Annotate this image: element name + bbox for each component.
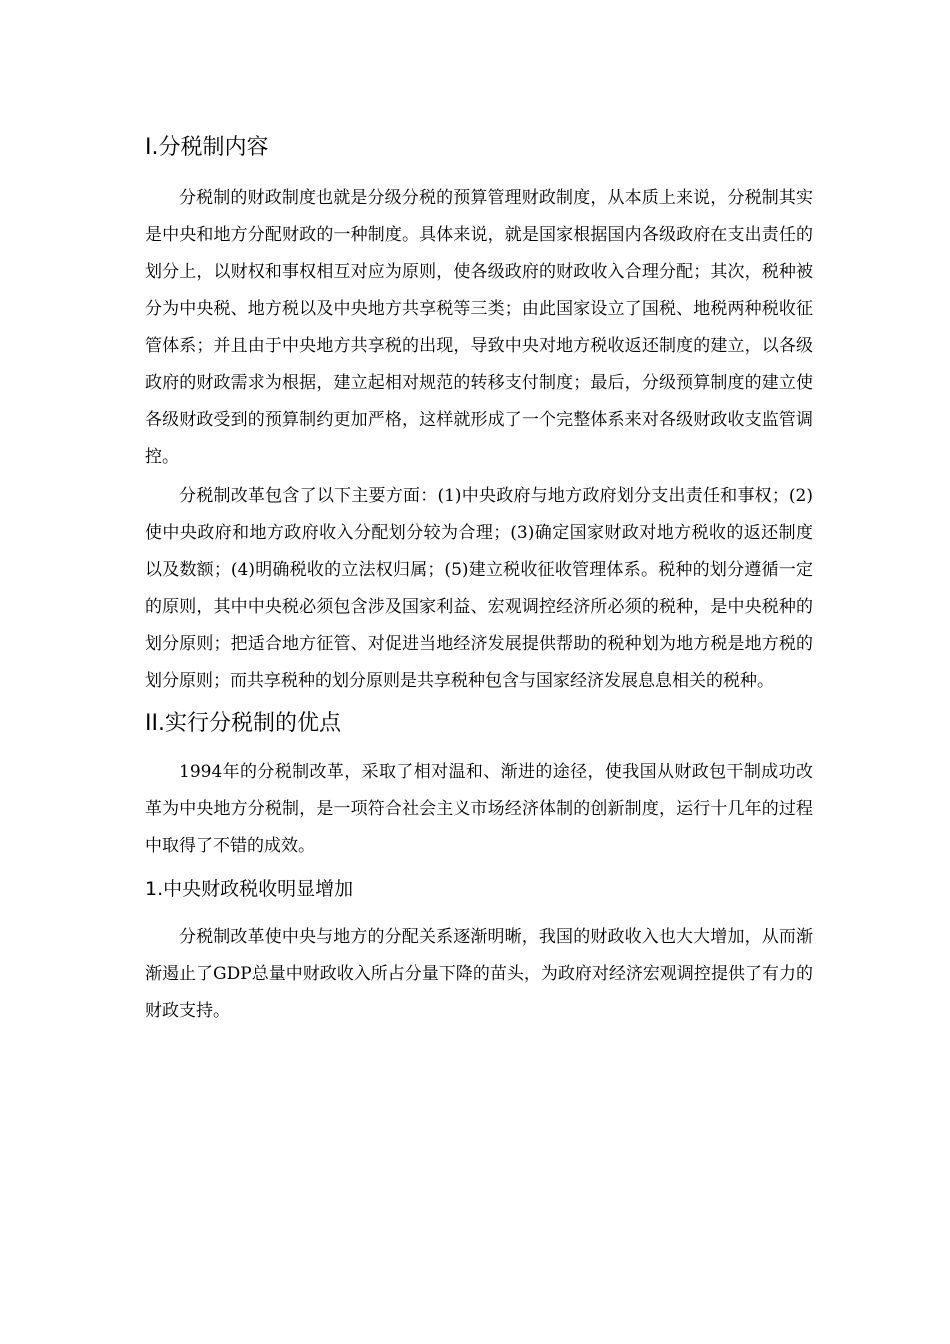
paragraph-central-revenue-increase: 分税制改革使中央与地方的分配关系逐渐明晰，我国的财政收入也大大增加，从而渐渐遏止了GDP总量中财政收入所占分量下降的苗头，为政府对经济宏观调控提供了有力的财政支持。 [145, 927, 813, 1021]
paragraph-1994-reform: 1994年的分税制改革，采取了相对温和、渐进的途径，使我国从财政包干制成功改革为中央地方分税制，是一项符合社会主义市场经济体制的创新制度，运行十几年的过程中取得了不错的成效。 [145, 762, 813, 856]
paragraph-tax-sharing-definition: 分税制的财政制度也就是分级分税的预算管理财政制度，从本质上来说，分税制其实是中央和地方分配财政的一种制度。具体来说，就是国家根据国内各级政府在支出责任的划分上，以财权和事权相互对应为原则，使各级政府的财政收入合理分配；其次，税种被分为中央税、地方税以及中央地方共享税等三类；由此国家设立了国税、地税两种税收征管体系；并且由于中央地方共享税的出现，导致中央对地方税收返还制度的建立，以各级政府的财政需求为根据，建立起相对规范的转移支付制度；最后，分级预算制度的建立使各级财政受到的预算制约更加严格，这样就形成了一个完整体系来对各级财政收支监管调控。 [145, 188, 813, 467]
section-heading-tax-sharing-advantages: II.实行分税制的优点 [145, 711, 341, 736]
subsection-heading-central-revenue-increase: 1.中央财政税收明显增加 [145, 878, 354, 900]
paragraph-tax-sharing-reform-aspects: 分税制改革包含了以下主要方面：(1)中央政府与地方政府划分支出责任和事权；(2)使中央政府和地方政府收入分配划分较为合理；(3)确定国家财政对地方税收的返还制度以及数额；(4)明确税收的立法权归属；(5)建立税收征收管理体系。税种的划分遵循一定的原则，其中中央税必须包含涉及国家利益、宏观调控经济所必须的税种，是中央税种的划分原则；把适合地方征管、对促进当地经济发展提供帮助的税种划为地方税是地方税的划分原则；而共享税种的划分原则是共享税种包含与国家经济发展息息相关的税种。 [145, 486, 813, 691]
document-page [145, 128, 813, 1030]
section-heading-tax-sharing-content: I.分税制内容 [145, 135, 269, 160]
